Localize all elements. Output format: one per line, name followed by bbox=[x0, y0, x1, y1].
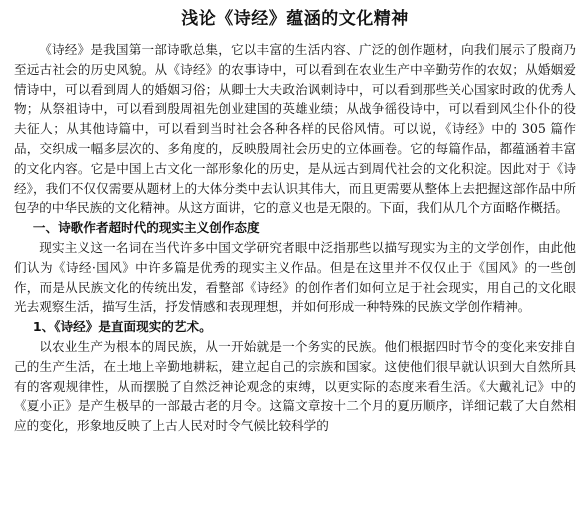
intro-paragraph: 《诗经》是我国第一部诗歌总集，它以丰富的生活内容、广泛的创作题材，向我们展示了殷商乃至远古社会的历史风貌。从《诗经》的农事诗中，可以看到在农业生产中辛勤劳作的农奴；从婚姻爱情诗中，可以看到周人的婚姻习俗；从卿士大夫政治讽刺诗中，可以看到那些关心国家时政的优秀人物；从祭祖诗中，可以看到殷周祖先创业建国的英雄业绩；从战争徭役诗中，可以看到风尘仆仆的役夫征人；从其他诗篇中，可以看到当时社会各种各样的民俗风情。可以说，《诗经》中的 305 篇作品，交织成一幅多层次的、多角度的，反映殷周社会历史的立体画卷。它的每篇作品，都蕴涵着丰富的文化内容。它是中国上古文化一部形象化的历史，是从远古到周代社会的文化积淀。因此对于《诗经》，我们不仅仅需要从题材上的大体分类中去认识其伟大，而且更需要从整体上去把握这部作品中所包孕的中华民族的文化精神。从这方面讲，它的意义也是无限的。下面，我们从几个方面略作概括。 bbox=[14, 42, 576, 216]
subsection-1-heading: 1、《诗经》是直面现实的艺术。 bbox=[32, 319, 212, 335]
section-1-heading: 一、诗歌作者超时代的现实主义创作态度 bbox=[32, 220, 260, 236]
section-1-paragraph: 现实主义这一名词在当代许多中国文学研究者眼中泛指那些以描写现实为主的文学创作，由此他们认为《诗经·国风》中许多篇是优秀的现实主义作品。但是在这里并不仅仅止于《国风》的一些创作，而是从民族文化的传统出发，看整部《诗经》的创作者们如何立足于社会现实，用自己的文化眼光去观察生活，描写生活，抒发情感和表现理想，并如何形成一种特殊的民族文学创作精神。 bbox=[14, 239, 576, 315]
article-title: 浅论《诗经》蕴涵的文化精神 bbox=[181, 9, 409, 29]
subsection-1-paragraph: 以农业生产为根本的周民族，从一开始就是一个务实的民族。他们根据四时节令的变化来安排自己的生产生活，在土地上辛勤地耕耘，建立起自己的宗族和国家。这使他们很早就认识到大自然所具有的客观规律性，从而摆脱了自然泛神论观念的束缚，以更实际的态度来看生活。《大戴礼记》中的《夏小正》是产生极早的一部最古老的月令。这篇文章按十二个月的夏历顺序，详细记载了大自然相应的变化，形象地反映了上古人民对时令气候比较科学的 bbox=[14, 338, 576, 434]
